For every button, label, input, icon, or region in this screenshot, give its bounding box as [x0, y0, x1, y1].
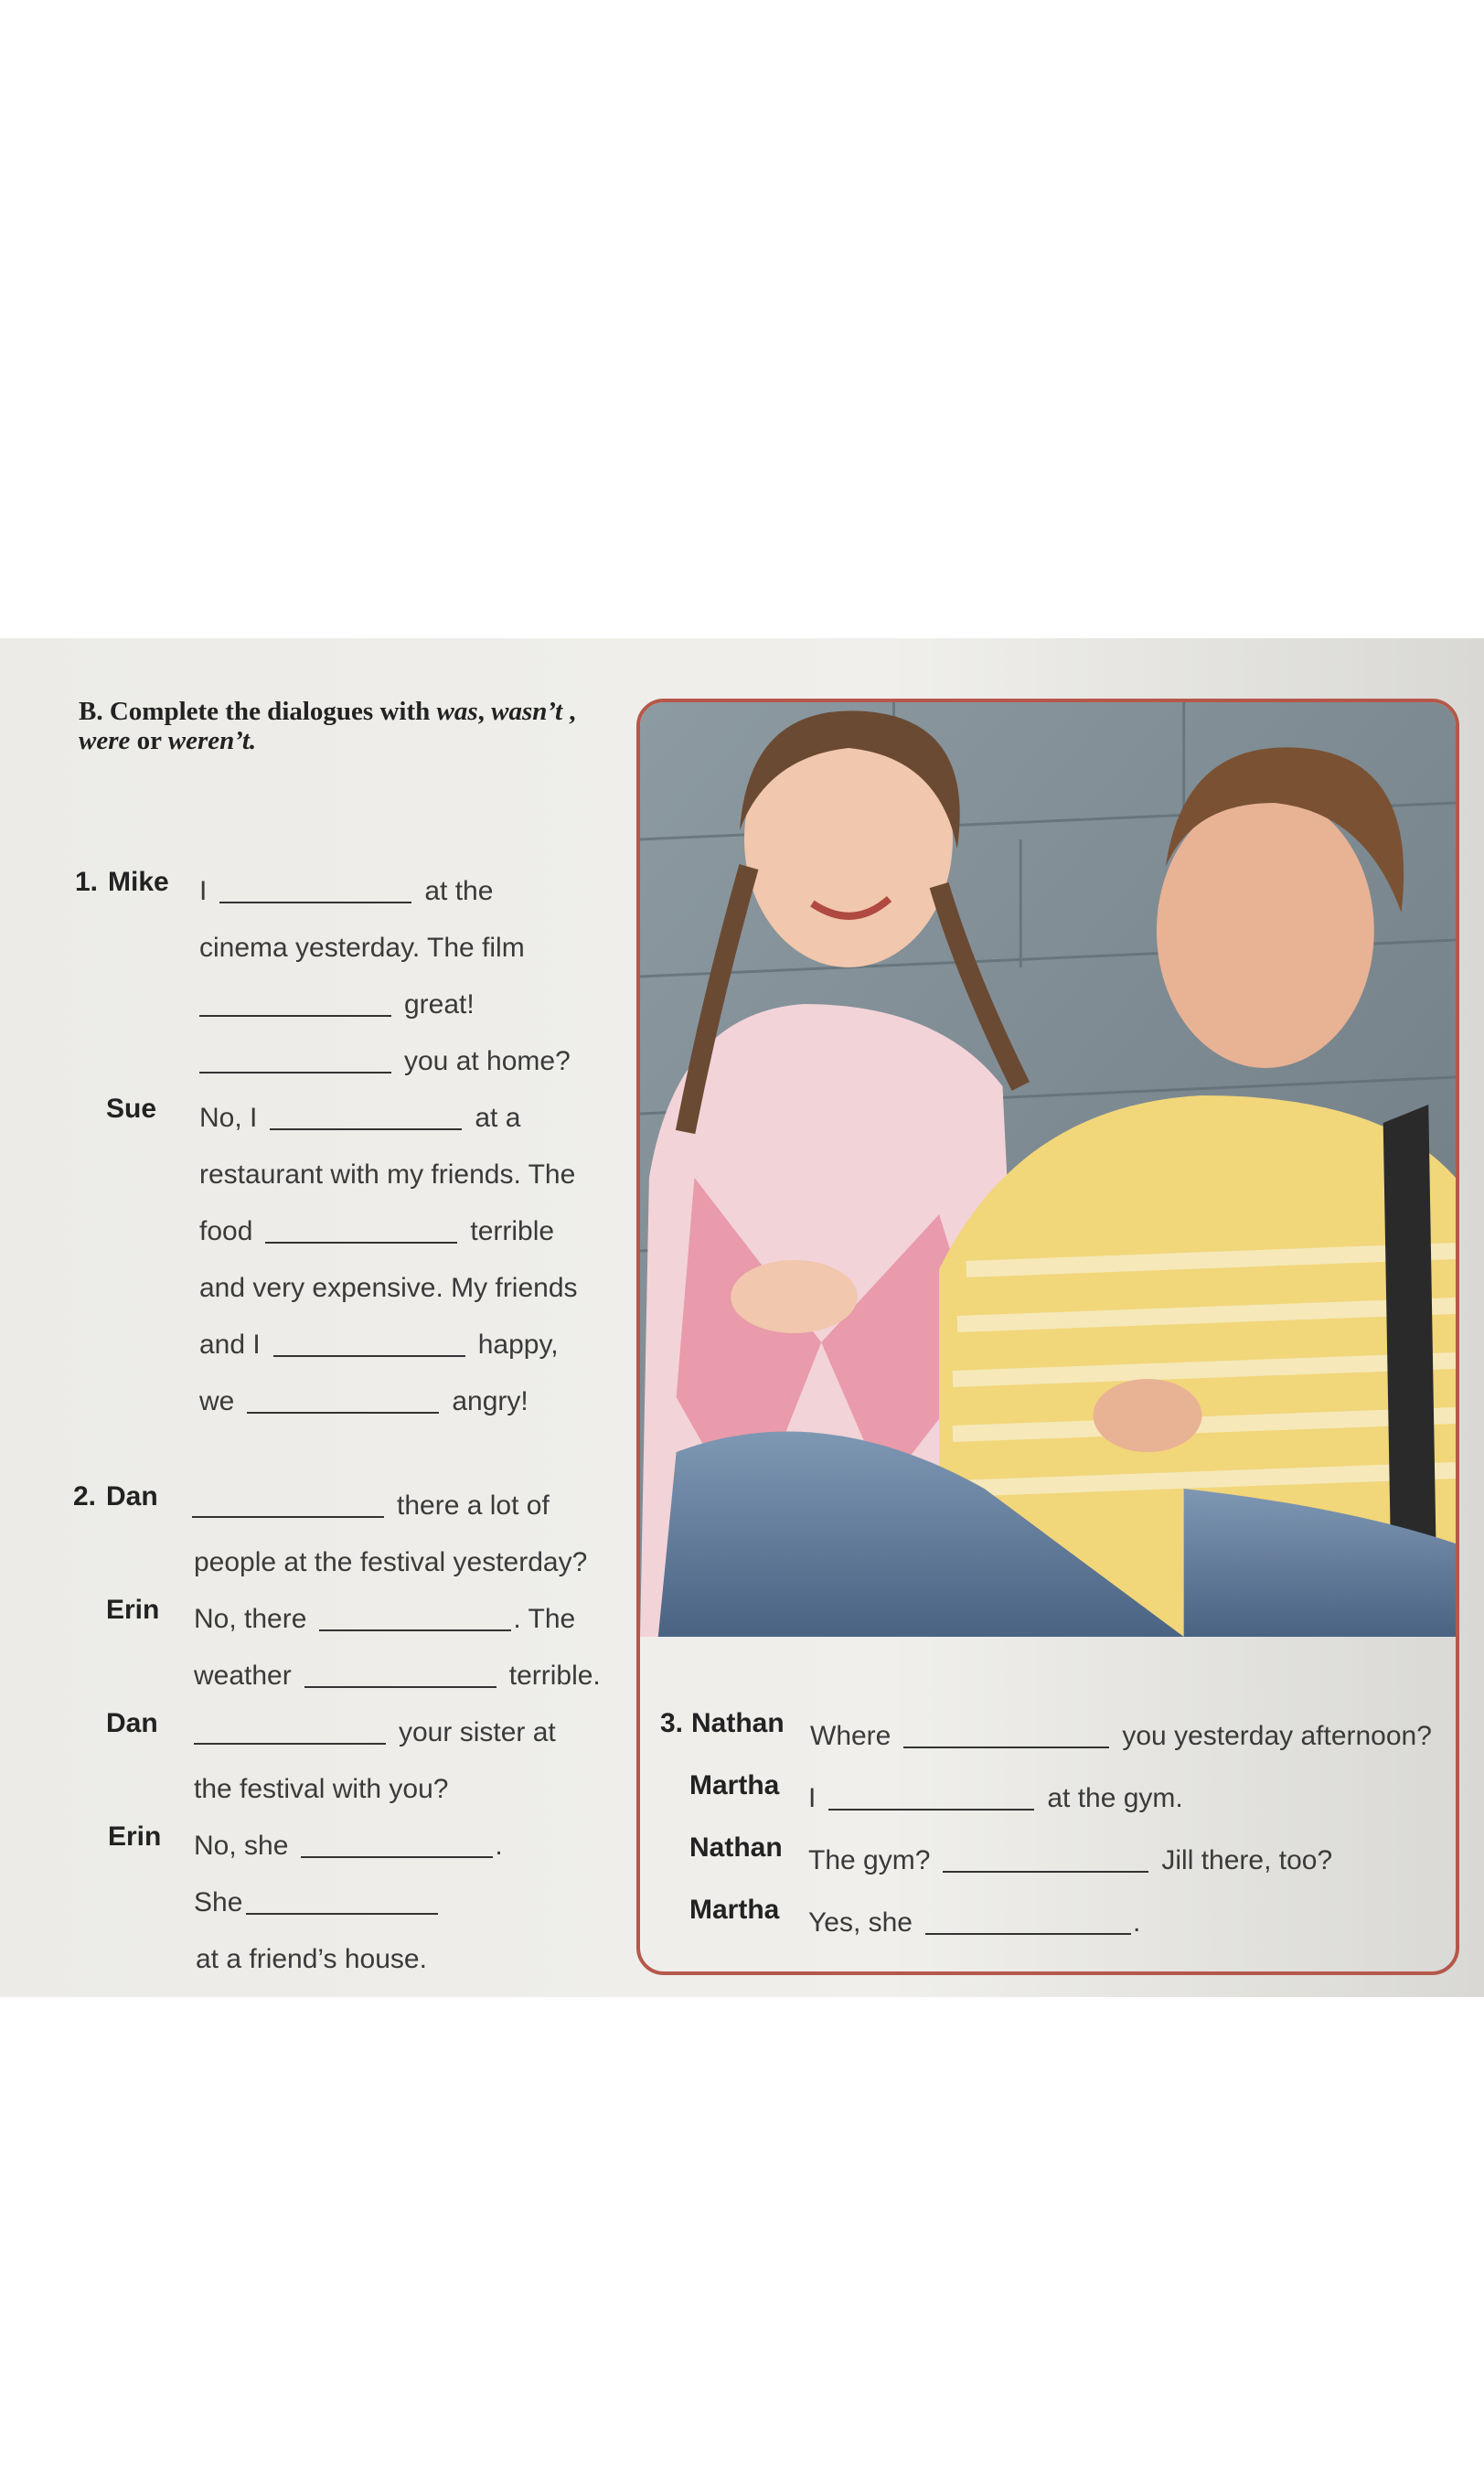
answer-blank[interactable]	[828, 1781, 1034, 1811]
exercise-title: B. Complete the dialogues with was, wasn’t , were or weren’t.	[79, 697, 576, 755]
dialogue-1-line-4: you at home?	[187, 1037, 571, 1077]
dialogue-2-line-8: She	[194, 1878, 451, 1918]
dialogue-3-line-2: I at the gym.	[808, 1783, 1183, 1813]
answer-blank[interactable]	[301, 1829, 493, 1858]
dialogue-2-line-2: people at the festival yesterday?	[194, 1547, 588, 1577]
dialogue-2-speaker-dan: Dan	[106, 1481, 158, 1512]
photo-two-teenagers	[640, 702, 1456, 1637]
dialogue-1-line-3: great!	[187, 980, 475, 1020]
dialogue-2-speaker-dan: Dan	[106, 1708, 158, 1738]
dialogue-1-line-6: restaurant with my friends. The	[199, 1159, 576, 1190]
dialogue-2-line-1: there a lot of	[179, 1481, 550, 1522]
dialogue-1-line-8: and very expensive. My friends	[199, 1273, 578, 1303]
dialogue-2-line-7: No, she .	[194, 1831, 503, 1861]
dialogue-3-speaker-martha: Martha	[689, 1770, 780, 1800]
answer-blank[interactable]	[273, 1328, 465, 1357]
dialogue-2-line-5: your sister at	[181, 1708, 556, 1748]
photo-illustration	[640, 702, 1456, 1637]
dialogue-2-line-6: the festival with you?	[194, 1774, 449, 1804]
dialogue-2-line-9: at a friend’s house.	[196, 1944, 427, 1974]
answer-blank[interactable]	[247, 1384, 439, 1414]
dialogue-3-number: 3.	[660, 1708, 684, 1738]
dialogue-1-line-9: and I happy,	[199, 1330, 559, 1360]
answer-blank[interactable]	[219, 874, 411, 903]
answer-blank[interactable]	[270, 1101, 462, 1130]
dialogue-1-line-5: No, I at a	[199, 1103, 521, 1133]
dialogue-3-line-1: Where you yesterday afternoon?	[810, 1721, 1432, 1751]
answer-blank[interactable]	[943, 1843, 1148, 1873]
answer-blank[interactable]	[304, 1659, 496, 1688]
answer-blank[interactable]	[925, 1906, 1131, 1935]
dialogue-1-line-1: I at the	[199, 876, 494, 906]
answer-blank[interactable]	[265, 1214, 457, 1244]
dialogue-3-line-4: Yes, she .	[808, 1907, 1141, 1938]
dialogue-3-speaker-martha: Martha	[689, 1895, 780, 1925]
dialogue-3-speaker-nathan: Nathan	[689, 1832, 783, 1863]
dialogue-2-line-4: weather terrible.	[194, 1661, 601, 1691]
dialogue-2-speaker-erin: Erin	[106, 1595, 160, 1625]
dialogue-2-number: 2.	[73, 1481, 97, 1512]
answer-blank[interactable]	[903, 1719, 1109, 1748]
dialogue-3-speaker-nathan: Nathan	[691, 1708, 785, 1738]
dialogue-1-number: 1.	[75, 867, 99, 897]
dialogue-1-speaker-mike: Mike	[108, 867, 169, 897]
dialogue-3-line-3: The gym? Jill there, too?	[808, 1845, 1333, 1875]
dialogue-2-speaker-erin: Erin	[108, 1821, 162, 1852]
dialogue-2-line-3: No, there . The	[194, 1604, 576, 1634]
dialogue-1-line-2: cinema yesterday. The film	[199, 933, 525, 963]
answer-blank[interactable]	[199, 1044, 391, 1074]
dialogue-1-speaker-sue: Sue	[106, 1094, 157, 1124]
answer-blank[interactable]	[194, 1715, 386, 1745]
answer-blank[interactable]	[199, 988, 391, 1017]
dialogue-1-line-10: we angry!	[199, 1386, 528, 1416]
dialogue-1-line-7: food terrible	[199, 1216, 555, 1246]
answer-blank[interactable]	[192, 1489, 384, 1518]
answer-blank[interactable]	[319, 1602, 511, 1631]
answer-blank[interactable]	[246, 1885, 438, 1915]
